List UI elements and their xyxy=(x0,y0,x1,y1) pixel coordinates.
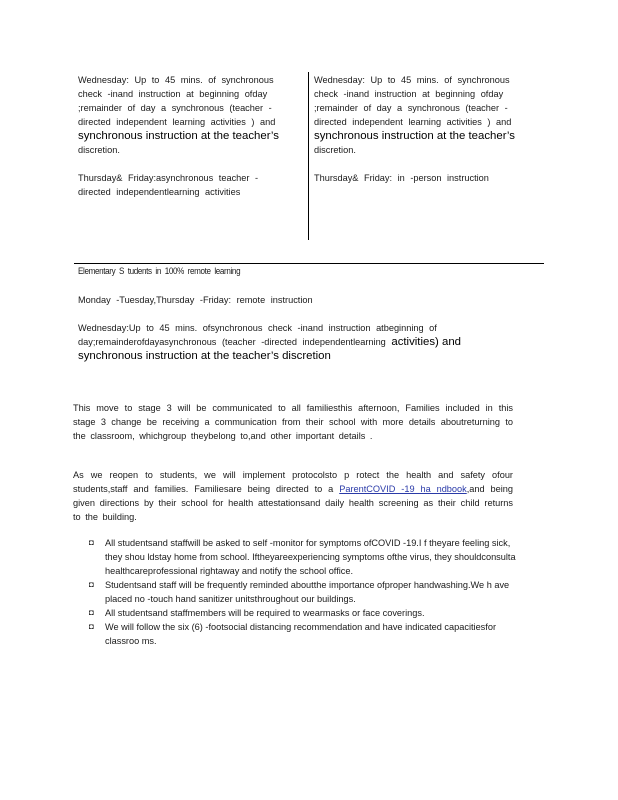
right-wednesday-small: Wednesday: Up to 45 mins. of synchronous check -inand instruction at beginning ofday ;remainder of day a synchronous (teacher -directed independent learning activities ) and xyxy=(314,75,512,127)
paragraph-reopen xyxy=(73,468,513,524)
right-wednesday-big: synchronous instruction at the teacher’s xyxy=(314,130,515,142)
right-wednesday-text xyxy=(314,73,528,157)
elementary-wednesday-small: Wednesday:Up to 45 mins. ofsynchronous check -inand instruction atbeginning of day;remainderofdayasynchronous (teacher -directed independentlearning xyxy=(78,323,437,347)
bullet-text: All studentsand staffwill be asked to self -monitor for symptoms ofCOVID -19.I f theyare feeling sick, they shou ldstay home from school. Iftheyareexperiencing symptoms ofthe virus, they shouldconsulta healthcareprofessional rightaway and notify the school office. xyxy=(105,538,516,576)
left-wednesday-end: discretion. xyxy=(78,145,120,155)
elementary-heading: Elementary S tudents in 100% remote learning xyxy=(78,266,241,276)
list-item xyxy=(73,578,523,606)
right-column xyxy=(314,73,528,185)
left-thursday-friday: Thursday& Friday:asynchronous teacher -directed independentlearning activities xyxy=(78,173,259,197)
bullet-text: Studentsand staff will be frequently reminded aboutthe importance ofproper handwashing.We h ave placed no -touch hand sanitizer unitsthroughout our buildings. xyxy=(105,580,510,604)
parent-covid-handbook-link[interactable]: ParentCOVID -19 ha ndbook xyxy=(339,484,467,494)
elementary-wednesday-big: activities) and synchronous instruction at the teacher’s discretion xyxy=(78,336,461,362)
bullet-marker-icon: ◘ xyxy=(89,622,94,631)
bullet-text: All studentsand staffmembers will be required to wearmasks or face coverings. xyxy=(105,608,425,618)
reopen-text-end: ,and being given directions by their school for health attestationsand daily health screening as their child returns to the building. xyxy=(73,484,514,522)
safety-bullet-list xyxy=(73,536,523,648)
bullet-marker-icon: ◘ xyxy=(89,608,94,617)
list-item xyxy=(73,620,523,648)
left-column xyxy=(78,73,292,199)
paragraph-stage3: This move to stage 3 will be communicated to all familiesthis afternoon, Families included in this stage 3 change be receiving a communication from their school with more details aboutreturning to the classroom, whichgroup theybelong to,and other important details . xyxy=(73,403,513,441)
bullet-text: We will follow the six (6) -footsocial distancing recommendation and have indicated capacitiesfor classroo ms. xyxy=(105,622,497,646)
reopen-text-start: As we reopen to students, we will implement protocolsto p rotect the health and safety ofour students,staff and families. Familiesare being directed to a xyxy=(73,470,513,494)
right-wednesday-end: discretion. xyxy=(314,145,356,155)
left-wednesday-text xyxy=(78,73,292,157)
bullet-marker-icon: ◘ xyxy=(89,580,94,589)
right-thursday-friday: Thursday& Friday: in -person instruction xyxy=(314,173,489,183)
list-item xyxy=(73,606,523,620)
elementary-wednesday xyxy=(78,321,518,363)
left-wednesday-small: Wednesday: Up to 45 mins. of synchronous check -inand instruction at beginning ofday ;remainder of day a synchronous (teacher -directed independent learning activities ) and xyxy=(78,75,276,127)
section-divider xyxy=(74,263,544,264)
column-divider xyxy=(308,72,309,240)
bullet-marker-icon: ◘ xyxy=(89,538,94,547)
left-wednesday-big: synchronous instruction at the teacher’s xyxy=(78,130,279,142)
list-item xyxy=(73,536,523,578)
elementary-schedule: Monday -Tuesday,Thursday -Friday: remote instruction xyxy=(78,295,313,305)
